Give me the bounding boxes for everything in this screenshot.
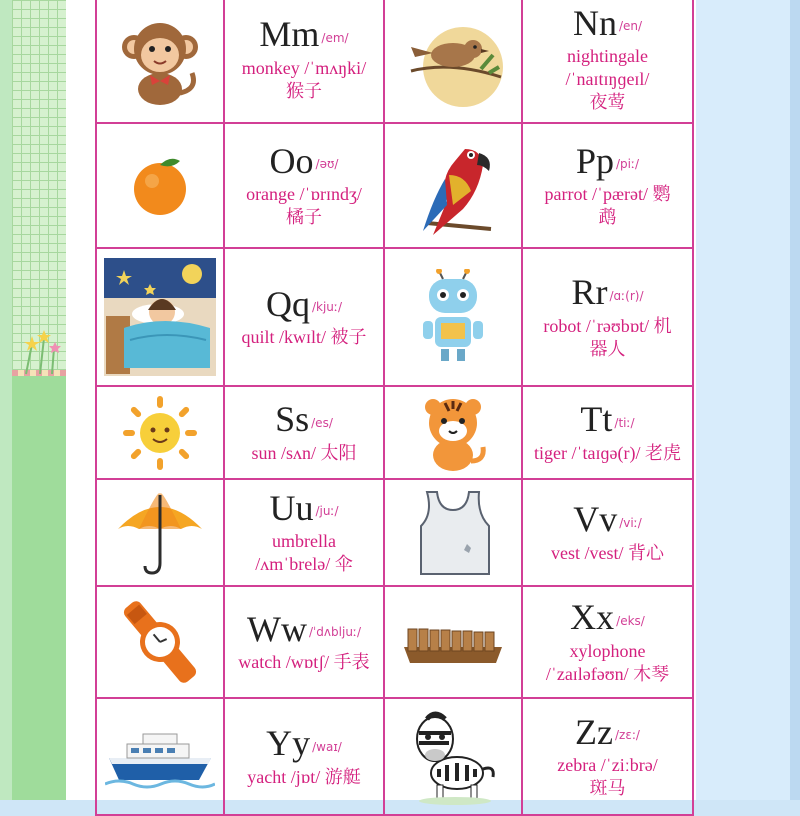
- word-line: zebra /ˈziːbrə/: [557, 755, 658, 776]
- picture-cell: [385, 0, 523, 124]
- quilt-icon: [104, 258, 216, 376]
- letter-ipa: /em/: [321, 30, 349, 45]
- word-line: umbrella: [272, 531, 336, 552]
- picture-cell: [385, 249, 523, 387]
- picture-cell: [385, 699, 523, 816]
- word-line: 鹉: [598, 207, 617, 228]
- letter-pair: Vv: [573, 499, 618, 540]
- tiger-icon: [415, 391, 491, 475]
- word-line: xylophone: [569, 640, 646, 661]
- watch-icon: [112, 594, 208, 690]
- letter-pair: Oo: [269, 140, 314, 181]
- picture-cell: [385, 587, 523, 699]
- letter-pair: Mm: [259, 14, 320, 55]
- letter-card: [523, 387, 694, 480]
- word-line: vest /vest/ 背心: [551, 542, 664, 563]
- letter-card: [225, 0, 385, 124]
- letter-card: [523, 480, 694, 587]
- word-line: orange /ˈɒrɪndʒ/: [246, 184, 362, 205]
- picture-cell: [97, 699, 225, 816]
- letter-card: [225, 387, 385, 480]
- letter-ipa: /waɪ/: [312, 739, 342, 754]
- letter-card: [523, 249, 694, 387]
- word-line: nightingale: [567, 46, 648, 67]
- alphabet-grid: [95, 0, 694, 816]
- letter-heading: [247, 610, 361, 652]
- right-edge-bar: [790, 0, 800, 800]
- left-green-band: [12, 376, 66, 800]
- letter-heading: [269, 489, 338, 531]
- letter-card: [523, 699, 694, 816]
- picture-cell: [97, 0, 225, 124]
- word-line: 器人: [589, 338, 626, 359]
- letter-ipa: /tiː/: [614, 415, 635, 430]
- sun-icon: [121, 394, 199, 472]
- letter-pair: Tt: [580, 399, 613, 440]
- letter-heading: [575, 713, 640, 755]
- picture-cell: [385, 124, 523, 249]
- letter-card: [523, 0, 694, 124]
- letter-card: [225, 249, 385, 387]
- picture-cell: [97, 480, 225, 587]
- parrot-icon: [405, 131, 501, 241]
- letter-heading: [576, 142, 639, 184]
- letter-ipa: /juː/: [315, 504, 339, 519]
- nightingale-icon: [397, 9, 509, 109]
- yacht-icon: [105, 722, 215, 792]
- monkey-icon: [112, 11, 208, 107]
- picture-cell: [97, 124, 225, 249]
- word-line: robot /ˈrəʊbɒt/ 机: [543, 315, 672, 336]
- right-margin: [692, 0, 800, 800]
- letter-pair: Ww: [246, 608, 307, 649]
- word-line: 猴子: [286, 80, 322, 101]
- word-line: quilt /kwɪlt/ 被子: [241, 327, 367, 348]
- word-line: parrot /ˈpærət/ 鹦: [544, 184, 671, 205]
- flower-stars-decoration: [14, 326, 64, 376]
- picture-cell: [97, 587, 225, 699]
- letter-heading: [266, 724, 342, 766]
- word-line: /ˈnaɪtɪŋɡeɪl/: [565, 69, 650, 90]
- umbrella-icon: [112, 489, 208, 577]
- letter-heading: [266, 285, 342, 327]
- letter-heading: [275, 400, 333, 442]
- letter-heading: [270, 142, 339, 184]
- letter-ipa: /zɛ:/: [615, 728, 640, 743]
- letter-pair: Rr: [571, 272, 608, 313]
- letter-ipa: /viː/: [619, 515, 642, 530]
- picture-cell: [385, 387, 523, 480]
- word-line: /ˈzaɪləfəʊn/ 木琴: [545, 663, 670, 684]
- robot-icon: [413, 269, 493, 365]
- letter-ipa: /ɑː(r)/: [609, 288, 644, 303]
- letter-ipa: /piː/: [615, 157, 640, 172]
- letter-pair: Pp: [575, 140, 614, 181]
- word-line: 橘子: [286, 207, 322, 228]
- letter-ipa: /eks/: [616, 613, 645, 628]
- word-line: tiger /ˈtaɪɡə(r)/ 老虎: [534, 442, 681, 463]
- letter-heading: [259, 15, 348, 57]
- word-line: watch /wɒtʃ/ 手表: [238, 652, 370, 673]
- word-line: 斑马: [589, 778, 626, 799]
- letter-ipa: /en/: [618, 19, 643, 34]
- letter-card: [523, 587, 694, 699]
- letter-card: [225, 480, 385, 587]
- letter-pair: Uu: [269, 487, 314, 528]
- zebra-icon: [405, 709, 501, 805]
- word-line: 夜莺: [589, 92, 626, 113]
- word-line: yacht /jɒt/ 游艇: [247, 766, 361, 787]
- letter-heading: [570, 598, 645, 640]
- letter-pair: Qq: [265, 283, 310, 324]
- letter-heading: [573, 4, 642, 46]
- letter-pair: Yy: [266, 723, 311, 764]
- letter-ipa: /əʊ/: [315, 157, 339, 172]
- word-line: monkey /ˈmʌŋki/: [241, 57, 367, 78]
- letter-pair: Zz: [575, 711, 614, 752]
- letter-ipa: /kjuː/: [311, 300, 343, 315]
- orange-icon: [125, 151, 195, 221]
- letter-card: [225, 124, 385, 249]
- xylophone-icon: [398, 617, 508, 667]
- letter-card: [225, 699, 385, 816]
- letter-ipa: /ˈdʌbljuː/: [308, 625, 362, 640]
- left-grid-pattern: [12, 0, 68, 370]
- letter-card: [523, 124, 694, 249]
- letter-heading: [573, 500, 642, 542]
- word-line: /ʌmˈbrelə/ 伞: [255, 554, 353, 575]
- letter-pair: Xx: [570, 597, 615, 638]
- letter-pair: Ss: [275, 399, 310, 440]
- vest-icon: [413, 488, 493, 578]
- letter-heading: [571, 273, 643, 315]
- letter-card: [225, 587, 385, 699]
- letter-ipa: /es/: [311, 415, 333, 430]
- picture-cell: [385, 480, 523, 587]
- letter-heading: [580, 400, 634, 442]
- word-line: sun /sʌn/ 太阳: [251, 442, 357, 463]
- picture-cell: [97, 249, 225, 387]
- letter-pair: Nn: [572, 2, 617, 43]
- picture-cell: [97, 387, 225, 480]
